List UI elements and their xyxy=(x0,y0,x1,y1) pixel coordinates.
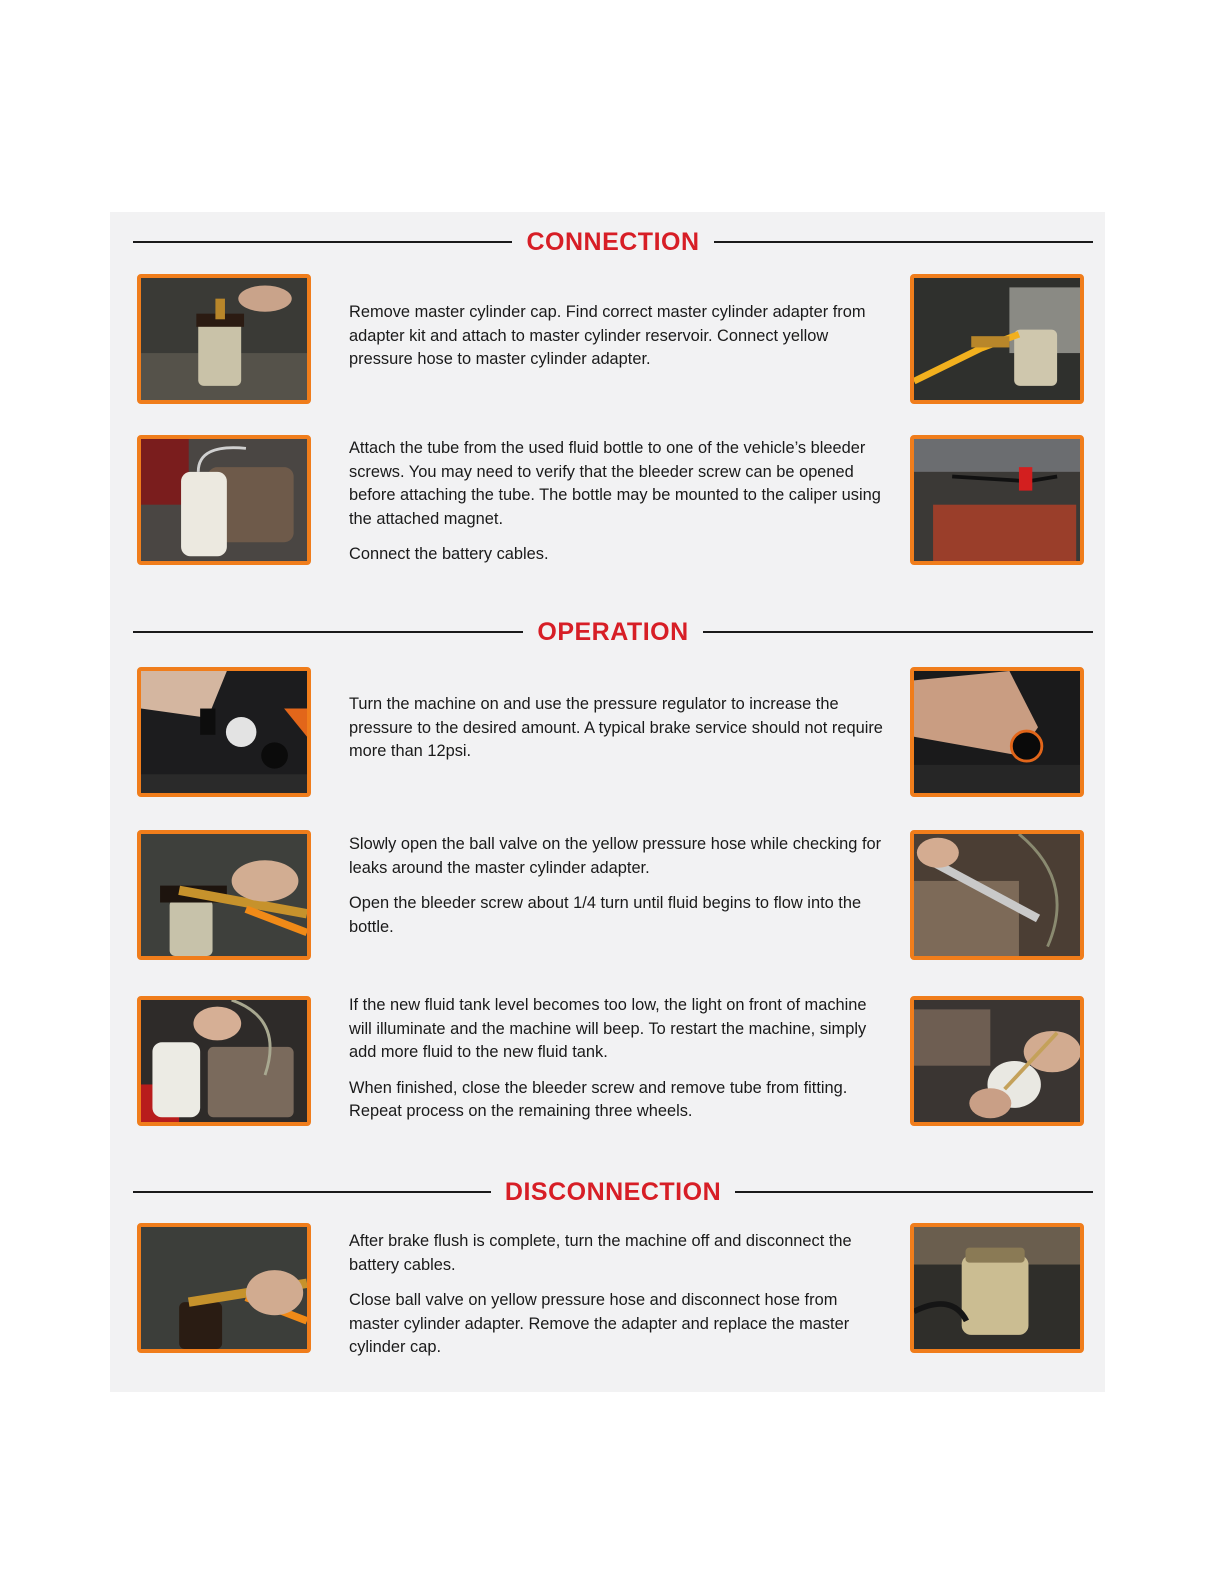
photo-battery-cables xyxy=(910,435,1084,565)
photo-master-cylinder-adapter xyxy=(137,274,311,404)
section-heading-operation xyxy=(133,612,1093,652)
step-text xyxy=(349,693,889,776)
step-paragraph: Open the bleeder screw about 1/4 turn until fluid begins to flow into the bottle. xyxy=(349,894,862,936)
step-paragraph: Connect the battery cables. xyxy=(349,545,549,563)
section-title: OPERATION xyxy=(537,617,689,646)
photo-wrench-bleeder-screw xyxy=(910,830,1084,960)
divider-rule xyxy=(133,1191,491,1193)
photo-used-fluid-bottle xyxy=(137,435,311,565)
divider-rule xyxy=(133,241,512,243)
photo-machine-power-switch xyxy=(137,667,311,797)
step-paragraph: If the new fluid tank level becomes too low, the light on front of machine will illuminate and the machine will beep. To restart the machine, simply add more fluid to the new fluid tank. xyxy=(349,996,867,1061)
step-paragraph: Close ball valve on yellow pressure hose and disconnect hose from master cylinder adapter. Remove the adapter and replace the master cylinder cap. xyxy=(349,1291,850,1356)
step-text xyxy=(349,301,889,384)
step-paragraph: Attach the tube from the used fluid bottle to one of the vehicle’s bleeder screws. You may need to verify that the bleeder screw can be opened before attaching the tube. The bottle may be mounted to the caliper using the attached magnet. xyxy=(349,439,881,528)
divider-rule xyxy=(735,1191,1093,1193)
photo-close-ball-valve xyxy=(137,1223,311,1353)
step-paragraph: When finished, close the bleeder screw and remove tube from fitting. Repeat process on the remaining three wheels. xyxy=(349,1078,848,1120)
step-text xyxy=(349,833,889,951)
section-title: DISCONNECTION xyxy=(504,1177,722,1206)
divider-rule xyxy=(133,631,523,633)
section-title: CONNECTION xyxy=(526,227,700,256)
photo-master-cylinder-cap xyxy=(910,1223,1084,1353)
step-paragraph: Slowly open the ball valve on the yellow pressure hose while checking for leaks around the master cylinder adapter. xyxy=(349,835,882,877)
photo-pressure-regulator xyxy=(910,667,1084,797)
section-heading-disconnection xyxy=(133,1172,1093,1212)
step-text xyxy=(349,1230,889,1372)
photo-remove-tube xyxy=(910,996,1084,1126)
photo-ball-valve xyxy=(137,830,311,960)
divider-rule xyxy=(703,631,1093,633)
step-text xyxy=(349,994,889,1136)
step-paragraph: Remove master cylinder cap. Find correct master cylinder adapter from adapter kit and attach to master cylinder reservoir. Connect yellow pressure hose to master cylinder adapter. xyxy=(349,303,866,368)
step-text xyxy=(349,437,889,579)
divider-rule xyxy=(714,241,1093,243)
section-heading-connection xyxy=(133,222,1093,262)
step-paragraph: Turn the machine on and use the pressure regulator to increase the pressure to the desired amount. A typical brake service should not require more than 12psi. xyxy=(349,695,883,760)
step-paragraph: After brake flush is complete, turn the machine off and disconnect the battery cables. xyxy=(349,1232,852,1274)
photo-yellow-hose-connected xyxy=(910,274,1084,404)
photo-caliper-bottle xyxy=(137,996,311,1126)
